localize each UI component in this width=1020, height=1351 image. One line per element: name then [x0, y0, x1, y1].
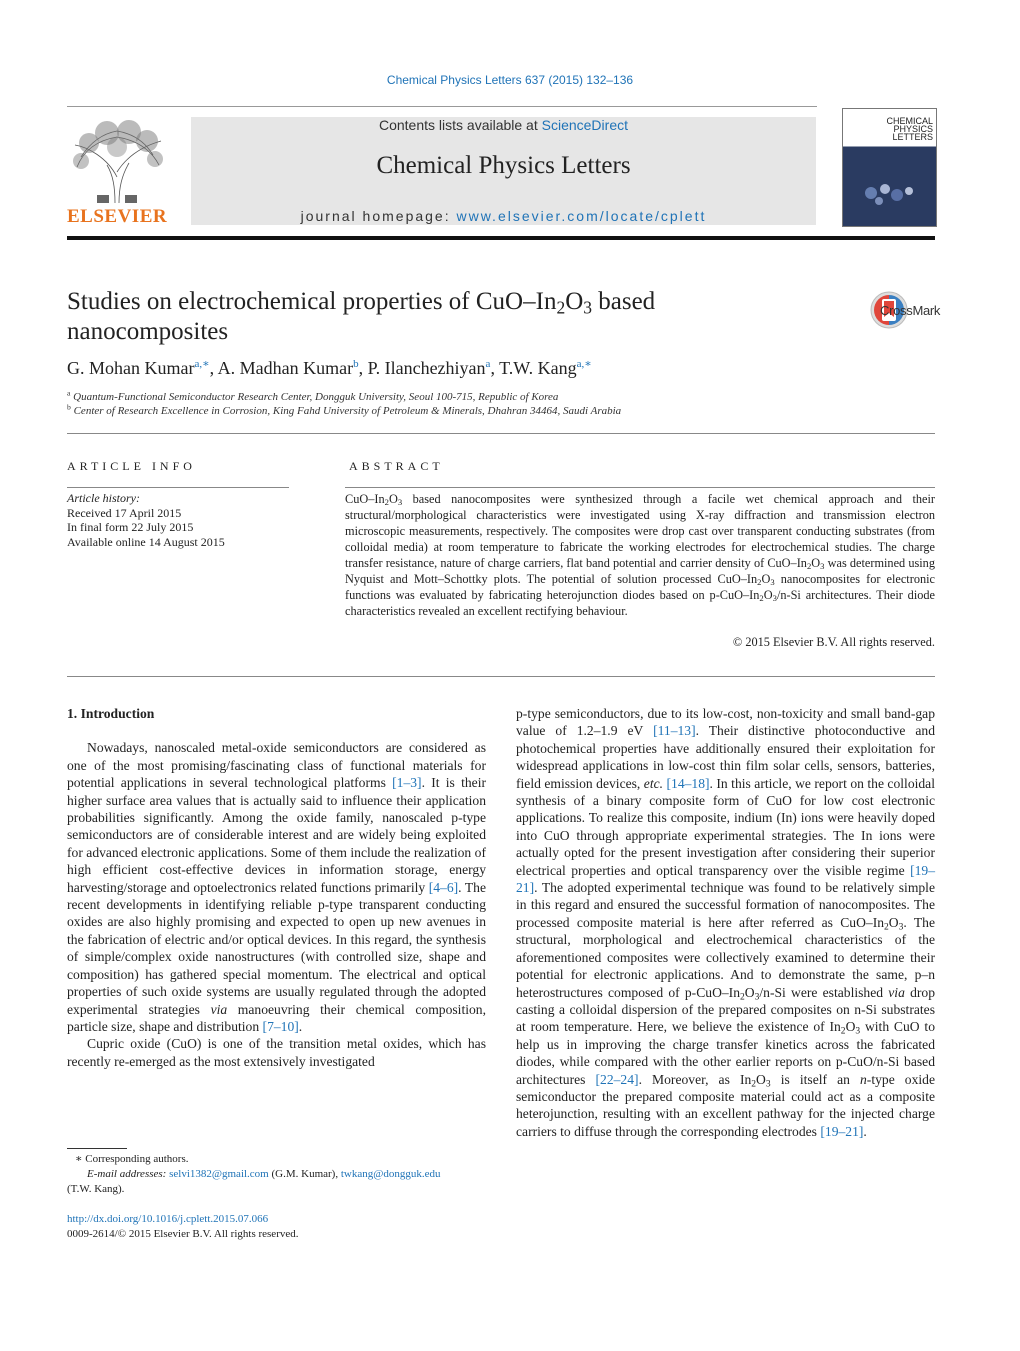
- journal-homepage-line: [191, 208, 816, 224]
- abstract-rule: [345, 487, 935, 488]
- citation-link[interactable]: [4–6]: [428, 879, 459, 895]
- crossmark-label[interactable]: CrossMark: [880, 303, 941, 318]
- author-name[interactable]: T.W. Kang: [499, 358, 577, 378]
- elsevier-wordmark: ELSEVIER: [67, 206, 168, 227]
- article-title: Studies on electrochemical properties of CuO–$In_2O_3$ based nanocomposites: [67, 288, 656, 345]
- cover-title-line-3: LETTERS: [892, 132, 933, 142]
- cover-title: [853, 117, 933, 141]
- article-history: [67, 491, 297, 549]
- affiliations: [67, 390, 935, 418]
- footnotes: ∗ Corresponding authors. E-mail addresses: selvi1382@gmail.com (G.M. Kumar), twkang@dongguk.edu (T.W. Kang).: [67, 1152, 486, 1197]
- citation-link[interactable]: [22–24]: [595, 1071, 639, 1087]
- journal-title: Chemical Physics Letters: [376, 152, 631, 179]
- author-name[interactable]: G. Mohan Kumar: [67, 358, 195, 378]
- author-name[interactable]: P. Ilanchezhiyan: [367, 358, 486, 378]
- abstract-text: CuO–$In_2O_3$ based nanocomposites were synthesized through a facile wet chemical approach and their structural/morphological characteristics were investigated using X-ray diffraction and transmission electron microscopic measurements, respectively. The composites were drop cast over transparent conducting substrates (from colloidal media) at room temperature to fabricate the working electrodes for electrochemical studies. The charge transfer resistance, nature of charge carriers, flat band potential and carrier density of CuO–$In_2O_3$ was determined using Nyquist and Mott–Schottky plots. The potential of solution processed CuO–$In_2O_3$ nanocomposites for electronic functions was evaluated by fabricating heterojunction diodes based on $p-CuO-In_2O_3/n-Si$ architectures. Their diode characteristics revealed an excellent rectifying behaviour.: [345, 492, 935, 618]
- cover-title-line-2: PHYSICS: [893, 124, 933, 134]
- email-link[interactable]: selvi1382@gmail.com: [169, 1168, 269, 1180]
- issn-line: 0009-2614/© 2015 Elsevier B.V. All rights reserved.: [67, 1227, 299, 1240]
- body-paragraph: Cupric oxide (CuO) is one of the transition metal oxides, which has recently re-emerged as the most extensively investigated: [67, 1036, 486, 1069]
- article-info-rule: [67, 487, 289, 488]
- doi-block: [67, 1212, 299, 1241]
- cover-artwork: [851, 171, 927, 211]
- body-column-left: [67, 705, 486, 1070]
- contents-line: [191, 117, 816, 133]
- sciencedirect-link[interactable]: ScienceDirect: [541, 117, 628, 133]
- author-name[interactable]: A. Madhan Kumar: [217, 358, 354, 378]
- article-info-heading: ARTICLE INFO: [67, 459, 196, 473]
- header-thick-rule: [67, 236, 935, 240]
- history-label: Article history:: [67, 491, 140, 505]
- doi-link[interactable]: http://dx.doi.org/10.1016/j.cplett.2015.07.066: [67, 1213, 269, 1225]
- email-link[interactable]: twkang@dongguk.edu: [340, 1168, 441, 1180]
- contents-prefix: Contents lists available at: [378, 117, 542, 133]
- abstract-heading: ABSTRACT: [349, 459, 444, 473]
- body-divider: [67, 676, 935, 677]
- homepage-prefix: journal homepage:: [300, 208, 457, 224]
- citation-link[interactable]: [14–18]: [666, 775, 710, 791]
- email-label: E-mail addresses:: [87, 1168, 170, 1180]
- final-form-date: In final form 22 July 2015: [67, 520, 194, 534]
- journal-citation[interactable]: Chemical Physics Letters 637 (2015) 132–136: [386, 73, 634, 87]
- citation-link[interactable]: [1–3]: [392, 775, 422, 791]
- received-date: Received 17 April 2015: [67, 505, 182, 520]
- corresponding-note: ∗ Corresponding authors.: [75, 1153, 189, 1165]
- body-paragraph: p-type semiconductors, due to its low-cost, non-toxicity and small band-gap value of 1.2–1.9 eV [11–13]. Their distinctive photoconductive and photochemical properties have additionally ensured their exploitation for widespread applications in low-cost thin film solar cells, sensors, batteries, field emission devices, etc. [14–18]. In this article, we report on the colloidal synthesis of a binary composite form of CuO for low cost electronic applications. To realize this composite, indium (In) ions were heavily doped into CuO through appropriate experimental strategies. The In ions were actually opted for the present investigation after considering their superior electrical properties and optical transparency over the visible regime [19–21]. The adopted experimental technique was found to be relatively simple in this regard and ensured the successful formation of nanocomposites. The processed composite material is here after referred as CuO–$In_2O_3$. The structural, morphological and electrochemical characteristics of the aforementioned composites were collectively examined to determine their potential for electronic applications. And to demonstrate the same, p–n heterostructures composed of $p-CuO-In_2O_3/n-Si$ were established via drop casting a colloidal dispersion of the prepared composites on n-Si substrates at room temperature. Here, we believe the existence of $In_2O_3$ with CuO to help us in improving the charge transfer kinetics across the fabricated diodes, while compared with the other earlier reports on p-CuO/n-Si based architectures [22–24]. Moreover, as $In_2O_3$ is itself an n-type oxide semiconductor the prepared composite material could act as a composite heterojunction, resulting with an excellent pathway for the injected charge carriers to diffuse through the corresponding electrodes [19–21].: [516, 706, 936, 1139]
- body-paragraph: Nowadays, nanoscaled metal-oxide semiconductors are considered as one of the most promising/fascinating class of functional materials for potential applications in several technological platforms [1–3]. It is their higher surface area values that is actually said to influence their application probabilities significantly. Among the oxide family, nanoscaled p-type semiconductors are of considerable interest and are widely being exploited for advanced electronic applications. Some of them include the realization of high efficient cost-effective devices in information storage, energy harvesting/storage and optoelectronics related functions primarily [4–6]. The recent developments in identifying reliable p-type transparent conducting oxides are also highly promising and expected to open up new avenues in the fabrication of electric and/or optical devices. In this regard, the synthesis of simple/complex oxide nanostructures (with controlled size, shape and composition) has gathered special momentum. The electrical and optical properties of such oxide systems are usually regulated through the adopted experimental strategies via manoeuvring their chemical composition, particle size, shape and distribution [7–10].: [67, 740, 486, 1034]
- citation-link[interactable]: [11–13]: [653, 723, 696, 739]
- journal-cover-thumbnail[interactable]: [842, 108, 937, 227]
- affiliation-a: $^a$ Quantum-Functional Semiconductor Research Center, Dongguk University, Seoul 100-715, Republic of Korea: [67, 388, 559, 403]
- title-divider: [67, 433, 935, 434]
- abstract-copyright: © 2015 Elsevier B.V. All rights reserved.: [732, 635, 935, 649]
- email-owner: (T.W. Kang).: [67, 1183, 125, 1195]
- citation-link[interactable]: [19–21]: [820, 1123, 864, 1139]
- header-divider: [67, 106, 817, 107]
- author-list: G. Mohan Kumar$^{a,∗}$, A. Madhan Kumar$^b$, P. Ilanchezhiyan$^a$, T.W. Kang$^{a,∗}$: [67, 358, 592, 378]
- footnote-rule: [67, 1148, 127, 1149]
- journal-homepage-link[interactable]: www.elsevier.com/locate/cplett: [456, 208, 707, 224]
- cover-title-line-1: CHEMICAL: [886, 116, 933, 126]
- citation-link[interactable]: [7–10]: [262, 1018, 299, 1034]
- section-heading-introduction: 1. Introduction: [67, 706, 155, 721]
- online-date: Available online 14 August 2015: [67, 534, 225, 549]
- body-column-right: [516, 705, 935, 1140]
- citation-link[interactable]: [19–21]: [516, 862, 935, 896]
- affiliation-b: $^b$ Center of Research Excellence in Corrosion, King Fahd University of Petroleum & Minerals, Dhahran 34464, Saudi Arabia: [67, 402, 622, 417]
